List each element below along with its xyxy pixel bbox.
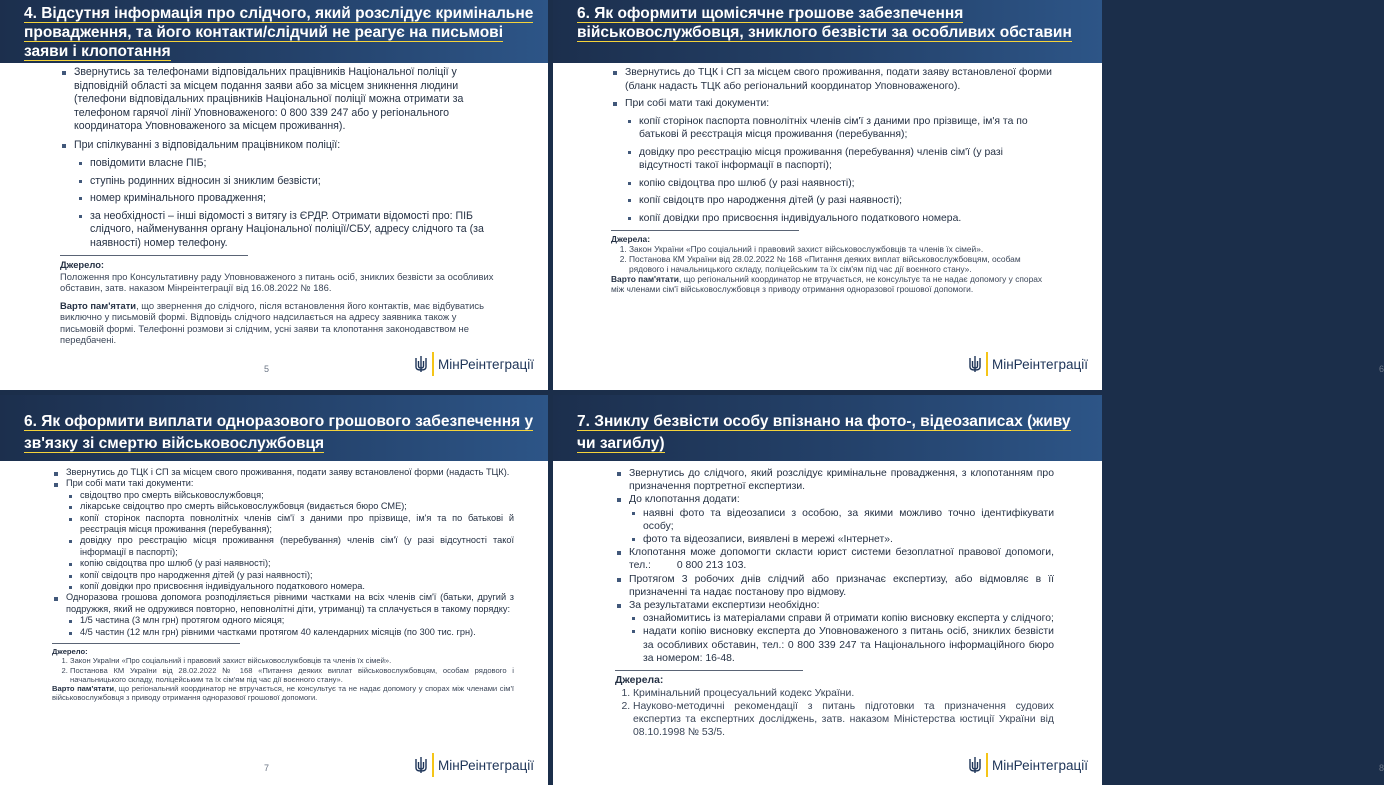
slide-6b (0, 395, 548, 785)
sub-item: ступінь родинних відносин зі зниклим безвісти; (76, 175, 494, 189)
sub-item: повідомити власне ПІБ; (76, 157, 494, 171)
sub-item: наявні фото та відеозаписи з особою, за якими можливо точно ідентифікувати особу; (629, 507, 1054, 533)
bullet-paragraph: При собі мати такі документи: (52, 478, 514, 489)
note-text: , що регіональний координатор не втручається, не консультує та не надає допомогу у спорах між членами сім'ї військовослужбовця з приводу отримання одноразової грошової допомоги. (52, 683, 515, 703)
sub-item: копії довідки про присвоєння індивідуального податкового номера. (66, 581, 514, 592)
source-item: 2. Науково-методичні рекомендації з питань підготовки та призначення судових експертиз та експертних досліджень, затв. наказом Міністерства юстиції України від 08.10.1998 № 53/5. (633, 700, 1054, 739)
sub-item: копії сторінок паспорта повнолітніх членів сім'ї з даними про прізвище, ім'я та по батькові й реєстрація місця проживання (перебування); (625, 115, 1052, 142)
logo-text: МінРеінтеграції (437, 356, 534, 372)
source-label: Джерела: (615, 675, 664, 687)
sub-item: копії свідоцтв про народження дітей (у разі наявності); (625, 194, 1052, 208)
sub-item: 1/5 частина (3 млн грн) протягом одного місяця; (66, 615, 514, 626)
source-block (52, 647, 514, 702)
bullet-paragraph: Одноразова грошова допомога розподіляється рівними частками на всіх членів сім'ї (батьки, другий з подружжя, який не одружився повторно, неповнолітні діти, утриманці) та сплачується в такому порядку: (52, 592, 514, 615)
note-text: , що регіональний координатор не втручається, не консультує та не надає допомогу у спорах між членами сім'ї військовослужбовця з приводу отримання одноразової грошової допомоги. (611, 274, 1043, 294)
sub-item: лікарське свідоцтво про смерть військовослужбовця (видається бюро СМЕ); (66, 501, 514, 512)
sub-item: за необхідності – інші відомості з витягу із ЄРДР. Отримати відомості про: ПІБ слідчого, найменування органу Національної поліції/СБУ, адресу слідчого та (за наявності) номер телефону. (76, 210, 494, 251)
ministry-logo (415, 352, 534, 376)
trident-icon (415, 756, 427, 774)
slide-body (553, 467, 1102, 739)
note-label: Варто пам'ятати (60, 299, 137, 311)
sub-list (625, 115, 1052, 226)
source-label: Джерела: (611, 234, 650, 244)
ministry-logo (415, 753, 534, 777)
slide-body (0, 66, 548, 346)
logo-divider (432, 352, 434, 376)
note (60, 300, 494, 346)
sub-item: ознайомитись із матеріалами справи й отримати копію висновку експерта у слідчого; (629, 612, 1054, 625)
logo-text: МінРеінтеграції (991, 356, 1088, 372)
source-label: Джерело: (60, 259, 105, 270)
page-number: 8 (1379, 763, 1384, 773)
sub-list (66, 490, 514, 593)
sub-item: довідку про реєстрацію місця проживання (перебування) членів сім'ї (у разі відсутності такої інформації в паспорті); (66, 535, 514, 558)
sub-item: копії свідоцтв про народження дітей (у разі наявності); (66, 570, 514, 581)
bullet-paragraph: Звернутись за телефонами відповідальних працівників Національної поліції у відповідній області за місцем подання заяви або за місцем зникнення людини (телефони відповідальних працівників Національної поліції можна отримати за телефоном гарячої лінії Уповноваженого: 0 800 339 247 або у регіонального координатора Уповноваженого за місцем проживання). (60, 66, 494, 134)
slide-header (553, 0, 1102, 63)
sub-item: свідоцтво про смерть військовослужбовця; (66, 490, 514, 501)
divider (60, 255, 248, 256)
source-item: 2. Постанова КМ України від 28.02.2022 № 168 «Питання деяких виплат військовослужбовцям, особам рядового і начальницького складу, поліцейським та їх сім'ям під час дії воєнного стану». (70, 666, 514, 684)
bullet-paragraph: Клопотання може допомогти скласти юрист системи безоплатної правової допомоги, тел.: 0 800 213 103. (615, 546, 1054, 572)
trident-icon (415, 355, 427, 373)
sub-list (629, 612, 1054, 665)
sub-item: копію свідоцтва про шлюб (у разі наявності); (66, 558, 514, 569)
sub-item: довідку про реєстрацію місця проживання (перебування) членів сім'ї (у разі відсутності такої інформації в паспорті); (625, 146, 1052, 173)
logo-text: МінРеінтеграції (437, 757, 534, 773)
logo-text: МінРеінтеграції (991, 757, 1088, 773)
slide-title: 4. Відсутня інформація про слідчого, який розслідує кримінальне провадження, та його контакти/слідчий не реагує на письмові заяви і клопотання (24, 5, 534, 60)
bullet-paragraph: До клопотання додати: (615, 493, 1054, 506)
trident-icon (969, 355, 981, 373)
ministry-logo (969, 753, 1088, 777)
note-label: Варто пам'ятати (52, 683, 115, 693)
source-block (60, 259, 494, 346)
slide-5 (0, 0, 548, 390)
sub-list (76, 157, 494, 250)
bullet-paragraph: При спілкуванні з відповідальним працівником поліції: (60, 139, 494, 153)
note (611, 274, 1052, 294)
source-block (615, 674, 1054, 739)
sub-list (66, 615, 514, 638)
slide-header (0, 0, 548, 63)
slide-6a (553, 0, 1384, 390)
source-label: Джерело: (52, 647, 88, 657)
source-item: 1. Кримінальний процесуальний кодекс України. (633, 687, 1054, 700)
slide-header (0, 395, 548, 461)
slide-title: 6. Як оформити щомісячне грошове забезпечення військовослужбовця, зниклого безвісти за особливих обставин (577, 5, 1072, 41)
logo-divider (986, 753, 988, 777)
bullet-paragraph: Протягом 3 робочих днів слідчий або призначає експертизу, або відмовляє в її призначенні та надає постанову про відмову. (615, 573, 1054, 599)
slide-7 (553, 395, 1384, 785)
slide-body (553, 66, 1102, 294)
sub-item: номер кримінального провадження; (76, 192, 494, 206)
note-label: Варто пам'ятати (611, 274, 679, 284)
slide-header (553, 395, 1102, 461)
slide-body (0, 467, 548, 702)
bullet-paragraph: Звернутись до слідчого, який розслідує кримінальне провадження, з клопотанням про призначення портретної експертизи. (615, 467, 1054, 493)
page-number: 7 (264, 763, 270, 773)
logo-divider (986, 352, 988, 376)
sub-item: копію свідоцтва про шлюб (у разі наявності); (625, 177, 1052, 191)
source-text: Положення про Консультативну раду Уповноваженого з питань осіб, зниклих безвісти за особливих обставин, затв. наказом Мінреінтеграції від 16.08.2022 № 186. (60, 270, 494, 293)
note-text: , що звернення до слідчого, після встановлення його контактів, має відбуватись виключно у письмовій формі. Відповідь слідчого надсилається на адресу заявника також у письмовій формі. Телефонні розмови зі слідчим, усні заяви та клопотання законодавством не передбачені. (60, 299, 484, 345)
divider (615, 670, 803, 671)
divider (611, 230, 799, 231)
divider (52, 643, 240, 644)
sub-item: копії сторінок паспорта повнолітніх членів сім'ї з даними про прізвище, ім'я та по батькові й реєстрація місця проживання (перебування); (66, 513, 514, 536)
trident-icon (969, 756, 981, 774)
sub-item: копії довідки про присвоєння індивідуального податкового номера. (625, 212, 1052, 226)
source-item: 2. Постанова КМ України від 28.02.2022 № 168 «Питання деяких виплат військовослужбовцям, особам рядового і начальницького складу, поліцейським та їх сім'ям під час дії воєнного стану». (629, 254, 1052, 274)
bullet-paragraph: Звернутись до ТЦК і СП за місцем свого проживання, подати заяву встановленої форми (надасть ТЦК). (52, 467, 514, 478)
page-number: 6 (1379, 364, 1384, 374)
ministry-logo (969, 352, 1088, 376)
slide-title: 6. Як оформити виплати одноразового грошового забезпечення у зв'язку зі смертю військовослужбовця (24, 413, 534, 452)
source-block (611, 234, 1052, 294)
sub-item: фото та відеозаписи, виявлені в мережі «Інтернет». (629, 533, 1054, 546)
logo-divider (432, 753, 434, 777)
bullet-paragraph: За результатами експертизи необхідно: (615, 599, 1054, 612)
page-number: 5 (264, 364, 270, 374)
sub-item: надати копію висновку експерта до Уповноваженого з питань осіб, зниклих безвісти за особливих обставин, тел.: 0 800 339 247 та Національного інформаційного бюро за номером: 16-48. (629, 625, 1054, 665)
source-item: 1. Закон України «Про соціальний і правовий захист військовослужбовців та членів їх сімей». (70, 656, 514, 665)
bullet-paragraph: При собі мати такі документи: (611, 97, 1052, 111)
sub-item: 4/5 частин (12 млн грн) рівними частками протягом 40 календарних місяців (по 300 тис. грн). (66, 627, 514, 638)
note (52, 684, 514, 702)
sub-list (629, 507, 1054, 547)
bullet-paragraph: Звернутись до ТЦК і СП за місцем свого проживання, подати заяву встановленої форми (бланк надасть ТЦК або регіональний координатор Уповноваженого). (611, 66, 1052, 93)
source-item: 1. Закон України «Про соціальний і правовий захист військовослужбовців та членів їх сімей». (629, 244, 1052, 254)
slide-title: 7. Зниклу безвісти особу впізнано на фото-, відеозаписах (живу чи загиблу) (577, 413, 1071, 452)
